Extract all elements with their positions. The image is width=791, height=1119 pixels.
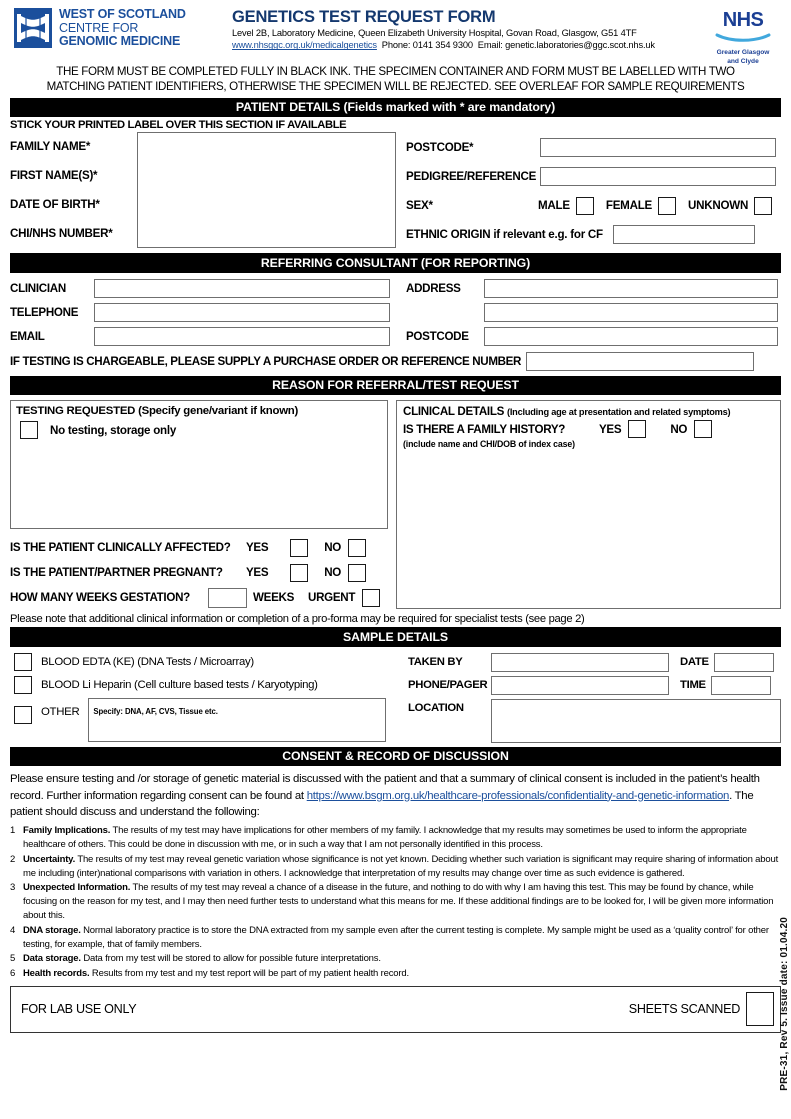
sex-option-unknown-label: UNKNOWN xyxy=(688,199,749,213)
consent-item-title: Data storage. xyxy=(23,953,81,965)
field-postcode xyxy=(406,133,781,162)
pregnant-yes-label: YES xyxy=(246,566,269,580)
consent-item-number: 3 xyxy=(10,882,16,894)
sample-details-section xyxy=(10,649,781,743)
family-history-no-checkbox[interactable] xyxy=(694,420,712,438)
family-history-yes-checkbox[interactable] xyxy=(628,420,646,438)
field-telephone xyxy=(10,301,396,325)
consent-points-list xyxy=(10,824,781,980)
sample-option-other xyxy=(10,698,400,742)
date-input[interactable] xyxy=(714,653,774,672)
family-name-label: FAMILY NAME* xyxy=(10,140,91,154)
pregnant-no-label: NO xyxy=(324,566,341,580)
section-header-patient-details: PATIENT DETAILS (Fields marked with * are mandatory) xyxy=(10,98,781,118)
address-input-line-2[interactable] xyxy=(484,303,778,322)
nhs-board-line-2: and Clyde xyxy=(727,57,759,65)
family-history-yes-label: YES xyxy=(599,422,622,436)
referral-left-column xyxy=(10,400,388,610)
consent-item xyxy=(10,881,781,922)
proforma-note: Please note that additional clinical information or completion of a pro-forma may be required for specialist tests (see page 2) xyxy=(10,613,585,626)
blood-edta-label: BLOOD EDTA (KE) (DNA Tests / Microarray) xyxy=(41,656,254,669)
email-label: EMAIL xyxy=(10,330,45,344)
field-pedigree-reference xyxy=(406,162,781,191)
consent-item-title: Health records. xyxy=(23,968,90,980)
sex-female-checkbox[interactable] xyxy=(658,197,676,215)
consent-item-title: Unexpected Information. xyxy=(23,882,131,894)
nhs-swoosh-icon xyxy=(713,32,773,43)
contact-line xyxy=(232,40,707,50)
consent-item-number: 2 xyxy=(10,853,16,865)
clinical-details-title xyxy=(403,405,774,418)
family-history-no-label: NO xyxy=(670,422,688,436)
nhs-board-line-1: Greater Glasgow xyxy=(716,49,770,56)
consultant-left-column xyxy=(10,277,396,349)
lab-address: Level 2B, Laboratory Medicine, Queen Elizabeth University Hospital, Govan Road, Glasgow, G51 4TF xyxy=(232,28,637,39)
weeks-unit-label: WEEKS xyxy=(253,591,295,605)
location-input[interactable] xyxy=(491,699,781,743)
urgent-checkbox[interactable] xyxy=(362,589,380,607)
no-testing-storage-only-checkbox[interactable] xyxy=(20,421,38,439)
time-label: TIME xyxy=(680,679,706,692)
consent-item-text: The results of my test may have implications for other members of my family. I acknowledge that my results may sometimes be used to inform the appropriate healthcare of others. This could be done in discussion with me, or in such a way that I am not personally identified in this process. xyxy=(23,825,747,851)
west-of-scotland-logo xyxy=(14,8,226,49)
for-lab-use-only-box xyxy=(10,986,781,1033)
address-label: ADDRESS xyxy=(406,282,461,296)
sheets-scanned-input[interactable] xyxy=(746,992,774,1026)
consent-item-text: The results of my test may reveal genetic variation whose significance is not yet known. Deciding whether such variation is significant may require sharing of information about me including (inter)national comparisons with variation in others. I acknowledge that interpretation of my results may change over time as such evidence is gathered. xyxy=(23,853,779,879)
affected-yes-label: YES xyxy=(246,541,269,555)
family-history-row xyxy=(403,420,774,438)
pedigree-reference-label: PEDIGREE/REFERENCE xyxy=(406,170,537,184)
blood-li-heparin-checkbox[interactable] xyxy=(14,676,32,694)
consent-item-number: 4 xyxy=(10,924,16,936)
address-input-line-1[interactable] xyxy=(484,279,778,298)
taken-by-label: TAKEN BY xyxy=(408,656,463,669)
other-sample-label: OTHER xyxy=(41,705,80,718)
testing-requested-box[interactable] xyxy=(10,400,388,529)
consent-item-number: 5 xyxy=(10,953,16,965)
reason-for-referral-section xyxy=(10,397,781,610)
section-header-sample-details: SAMPLE DETAILS xyxy=(10,627,781,647)
website-link[interactable]: www.nhsggc.org.uk/medicalgenetics xyxy=(232,40,377,51)
date-label: DATE xyxy=(680,656,709,669)
consent-item xyxy=(10,967,781,981)
document-revision-code: PRE-31, Rev 5. Issue date: 01.04.20 xyxy=(779,917,790,1091)
sample-meta-column xyxy=(400,651,781,743)
consultant-right-column xyxy=(396,277,781,349)
question-gestation xyxy=(10,585,388,610)
consent-item-body xyxy=(23,967,781,981)
section-header-reason-for-referral: REASON FOR REFERRAL/TEST REQUEST xyxy=(10,376,781,396)
gestation-weeks-input[interactable] xyxy=(208,588,247,608)
date-of-birth-label: DATE OF BIRTH* xyxy=(10,198,100,212)
time-input[interactable] xyxy=(711,676,771,695)
other-sample-checkbox[interactable] xyxy=(14,706,32,724)
page-title: GENETICS TEST REQUEST FORM xyxy=(232,8,496,26)
form-header xyxy=(10,0,781,64)
family-history-note: (include name and CHI/DOB of index case) xyxy=(403,439,575,450)
nhs-logo xyxy=(707,8,779,65)
for-lab-use-only-label: FOR LAB USE ONLY xyxy=(21,1002,137,1017)
purchase-order-input[interactable] xyxy=(526,352,754,371)
sex-option-male-label: MALE xyxy=(538,199,570,213)
mandatory-notice xyxy=(10,64,781,98)
pregnant-yes-checkbox[interactable] xyxy=(290,564,308,582)
patient-left-rows xyxy=(10,132,396,248)
patient-label-area-input[interactable] xyxy=(137,132,396,248)
clinician-label: CLINICIAN xyxy=(10,282,66,296)
consultant-postcode-input[interactable] xyxy=(484,327,778,346)
question-pregnant xyxy=(10,560,388,585)
field-address xyxy=(406,277,781,301)
clinical-details-title-sub: (Including age at presentation and related symptoms) xyxy=(506,407,731,418)
sample-option-blood-li-heparin xyxy=(10,674,400,697)
consent-item-title: DNA storage. xyxy=(23,924,81,936)
consent-item xyxy=(10,853,781,881)
field-sex xyxy=(406,191,781,220)
affected-no-checkbox[interactable] xyxy=(348,539,366,557)
ethnic-origin-label: ETHNIC ORIGIN if relevant e.g. for CF xyxy=(406,228,603,242)
phone-text: Phone: 0141 354 9300 xyxy=(381,40,473,51)
phone-pager-label: PHONE/PAGER xyxy=(408,679,488,692)
taken-by-input[interactable] xyxy=(491,653,669,672)
consent-item-text: Results from my test and my test report will be part of my patient health record. xyxy=(89,968,409,980)
sex-label: SEX* xyxy=(406,199,433,213)
pedigree-reference-input[interactable] xyxy=(540,167,776,186)
referring-consultant-section xyxy=(10,275,781,349)
field-purchase-order xyxy=(10,349,781,374)
consent-item-title: Family Implications. xyxy=(23,825,111,837)
consent-item-text: Normal laboratory practice is to store the DNA extracted from my sample even after the current testing is complete. My sample might be used as a ‘quality control’ for other testing, for example, that of family members. xyxy=(23,924,769,950)
postcode-label: POSTCODE* xyxy=(406,141,474,155)
stick-label-note: STICK YOUR PRINTED LABEL OVER THIS SECTION IF AVAILABLE xyxy=(10,119,347,132)
consent-item-text: The results of my test may reveal a chance of a disease in the future, and nothing to do with why I am having this test. This may be found by chance, while focusing on the reason for my test, and I may then need further tests to understand what this means for me. If these additional findings are to be looked for, I will be given more information about this. xyxy=(23,882,774,922)
consent-item-text: Data from my test will be stored to allow for possible future interpretations. xyxy=(80,953,381,965)
notice-line-1: THE FORM MUST BE COMPLETED FULLY IN BLACK INK. THE SPECIMEN CONTAINER AND FORM MUST BE LABELLED WITH TWO xyxy=(56,65,735,78)
email-input[interactable] xyxy=(94,327,390,346)
family-history-question: IS THERE A FAMILY HISTORY? xyxy=(403,422,566,436)
field-consultant-postcode xyxy=(406,325,781,349)
sample-type-column xyxy=(10,651,400,743)
section-header-consent: CONSENT & RECORD OF DISCUSSION xyxy=(10,747,781,767)
telephone-label: TELEPHONE xyxy=(10,306,79,320)
phone-pager-input[interactable] xyxy=(491,676,669,695)
consent-item-number: 1 xyxy=(10,825,16,837)
consent-item-body xyxy=(23,853,781,881)
org-line-2: CENTRE FOR xyxy=(59,20,139,35)
consent-intro xyxy=(10,768,781,822)
pregnant-label: IS THE PATIENT/PARTNER PREGNANT? xyxy=(10,566,223,580)
first-names-label: FIRST NAME(S)* xyxy=(10,169,98,183)
referral-right-column xyxy=(396,400,781,610)
org-line-3: GENOMIC MEDICINE xyxy=(59,34,181,48)
affected-yes-checkbox[interactable] xyxy=(290,539,308,557)
blood-li-heparin-label: BLOOD Li Heparin (Cell culture based tests / Karyotyping) xyxy=(41,679,318,692)
consultant-postcode-label: POSTCODE xyxy=(406,330,469,344)
blood-edta-checkbox[interactable] xyxy=(14,653,32,671)
location-label: LOCATION xyxy=(408,701,464,714)
patient-details-right xyxy=(396,119,781,249)
consent-item xyxy=(10,952,781,966)
field-address-line-2 xyxy=(406,301,781,325)
clinician-input[interactable] xyxy=(94,279,390,298)
notice-line-2: MATCHING PATIENT IDENTIFIERS, OTHERWISE THE SPECIMEN WILL BE REJECTED. SEE OVERLEAF FOR SAMPLE REQUIREMENTS xyxy=(46,79,745,93)
consent-item xyxy=(10,924,781,952)
gestation-label: HOW MANY WEEKS GESTATION? xyxy=(10,591,190,605)
testing-requested-title: TESTING REQUESTED (Specify gene/variant if known) xyxy=(16,405,299,418)
consent-item xyxy=(10,824,781,852)
telephone-input[interactable] xyxy=(94,303,390,322)
consent-item-title: Uncertainty. xyxy=(23,853,76,865)
sheets-scanned-group xyxy=(629,992,774,1026)
field-phone-pager xyxy=(408,674,781,697)
email-text: Email: genetic.laboratories@ggc.scot.nhs.uk xyxy=(477,40,655,51)
consent-item-body xyxy=(23,881,781,922)
ethnic-origin-input[interactable] xyxy=(613,225,755,244)
sex-option-female-label: FEMALE xyxy=(605,199,653,213)
clinical-details-box[interactable] xyxy=(396,400,781,609)
field-taken-by xyxy=(408,651,781,674)
genomic-medicine-logo-icon xyxy=(14,8,52,48)
sex-unknown-checkbox[interactable] xyxy=(754,197,772,215)
section-header-referring-consultant: REFERRING CONSULTANT (FOR REPORTING) xyxy=(10,253,781,273)
consent-item-body xyxy=(23,952,781,966)
org-line-1: WEST OF SCOTLAND xyxy=(59,7,186,21)
clinically-affected-label: IS THE PATIENT CLINICALLY AFFECTED? xyxy=(10,541,231,555)
consent-item-body xyxy=(23,824,781,852)
field-email xyxy=(10,325,396,349)
postcode-input[interactable] xyxy=(540,138,776,157)
purchase-order-label: IF TESTING IS CHARGEABLE, PLEASE SUPPLY A PURCHASE ORDER OR REFERENCE NUMBER xyxy=(10,354,522,368)
chi-nhs-number-label: CHI/NHS NUMBER* xyxy=(10,227,113,241)
header-title-block xyxy=(226,8,707,50)
consent-intro-part-2: . The patient should discuss and understand the following: xyxy=(10,789,754,818)
bsgm-consent-link[interactable]: https://www.bsgm.org.uk/healthcare-professionals/confidentiality-and-genetic-information xyxy=(306,789,730,802)
consent-item-number: 6 xyxy=(10,968,16,980)
affected-no-label: NO xyxy=(324,541,341,555)
no-testing-storage-only-label: No testing, storage only xyxy=(50,423,177,437)
sex-male-checkbox[interactable] xyxy=(576,197,594,215)
field-location xyxy=(408,699,781,743)
no-testing-storage-only-row xyxy=(16,421,382,439)
other-sample-specify-input[interactable] xyxy=(88,698,386,742)
field-ethnic-origin xyxy=(406,220,781,249)
other-sample-specify-placeholder: Specify: DNA, AF, CVS, Tissue etc. xyxy=(93,706,218,716)
patient-details-left xyxy=(10,119,396,249)
field-clinician xyxy=(10,277,396,301)
urgent-label: URGENT xyxy=(308,591,356,605)
pregnant-no-checkbox[interactable] xyxy=(348,564,366,582)
sheets-scanned-label: SHEETS SCANNED xyxy=(628,1002,740,1017)
patient-details-section xyxy=(10,119,781,249)
consent-item-body xyxy=(23,924,781,952)
sample-option-blood-edta xyxy=(10,651,400,674)
clinical-details-title-main: CLINICAL DETAILS xyxy=(403,405,505,419)
question-clinically-affected xyxy=(10,535,388,560)
nhs-wordmark: NHS xyxy=(722,9,764,31)
consent-intro-part-1: Please ensure testing and /or storage of genetic material is discussed with the patient and that a summary of clinical consent is included in the patient’s health record. Further information regarding consent can be found at xyxy=(10,773,760,802)
